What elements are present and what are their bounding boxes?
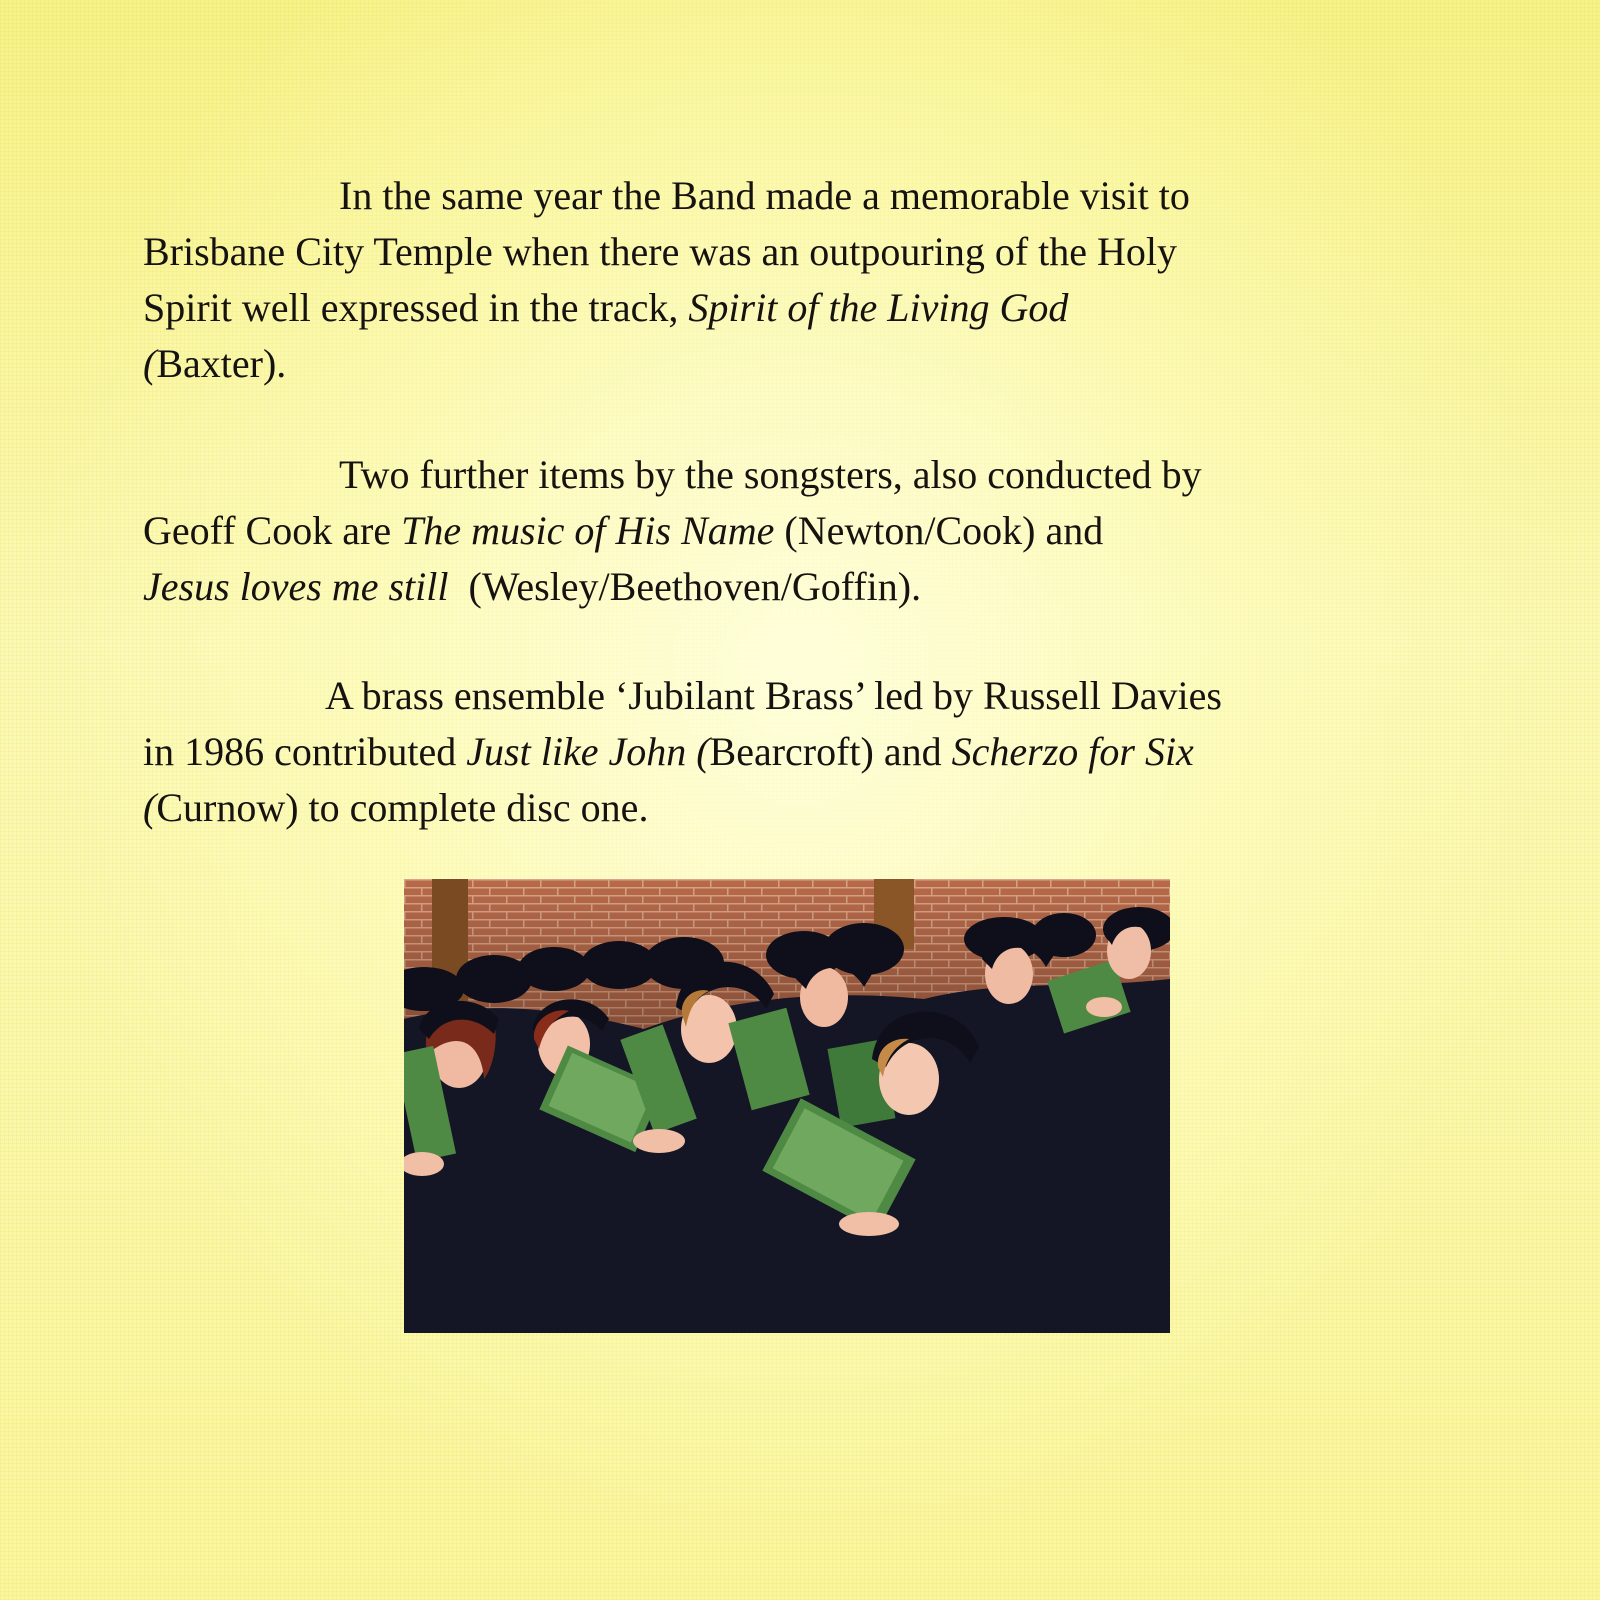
track-title-just-like-john: Just like John ( — [466, 729, 710, 774]
paragraph-2-line-2 — [143, 503, 1428, 559]
paragraph-3-line-1 — [143, 668, 1428, 724]
choir-photo — [404, 879, 1170, 1333]
line-text: Curnow) to complete disc one. — [156, 785, 649, 830]
line-text: Geoff Cook are — [143, 508, 402, 553]
line-text: In the same year the Band made a memorable visit to — [339, 173, 1190, 218]
track-title-the-music-of-his-name: The music of His Name — [401, 508, 775, 553]
track-title-spirit-of-the-living-god: Spirit of the Living God — [688, 285, 1069, 330]
line-text: A brass ensemble ‘Jubilant Brass’ led by Russell Davies — [325, 673, 1222, 718]
line-text: Spirit well expressed in the track, — [143, 285, 689, 330]
line-text: ( — [143, 341, 157, 386]
line-text: ( — [143, 785, 157, 830]
hand — [1086, 997, 1122, 1017]
composer-baxter: Baxter). — [156, 341, 287, 386]
line-text: Two further items by the songsters, also conducted by — [339, 452, 1202, 497]
paragraph-3-line-2 — [143, 724, 1428, 780]
paragraph-2-line-3 — [143, 559, 1428, 615]
line-text: Brisbane City Temple when there was an outpouring of the Holy — [143, 229, 1178, 274]
composers-wesley-beethoven-goffin: (Wesley/Beethoven/Goffin). — [448, 564, 922, 609]
line-text: Bearcroft) and — [709, 729, 952, 774]
paragraph-1-line-1 — [143, 168, 1428, 224]
line-text: in 1986 contributed — [143, 729, 467, 774]
paragraph-2-line-1 — [143, 447, 1428, 503]
track-title-scherzo-for-six: Scherzo for Six — [951, 729, 1194, 774]
line-text: (Newton/Cook) and — [774, 508, 1104, 553]
paragraph-1-line-2 — [143, 224, 1428, 280]
paragraph-2 — [143, 447, 1428, 615]
choir-photo-illustration — [404, 879, 1170, 1333]
hand — [633, 1129, 685, 1153]
paragraph-1 — [143, 168, 1428, 392]
paragraph-1-line-3 — [143, 280, 1428, 336]
paragraph-1-line-4 — [143, 336, 1428, 392]
track-title-jesus-loves-me-still: Jesus loves me still — [143, 564, 449, 609]
paragraph-3-line-3 — [143, 780, 1428, 836]
paragraph-3 — [143, 668, 1428, 836]
